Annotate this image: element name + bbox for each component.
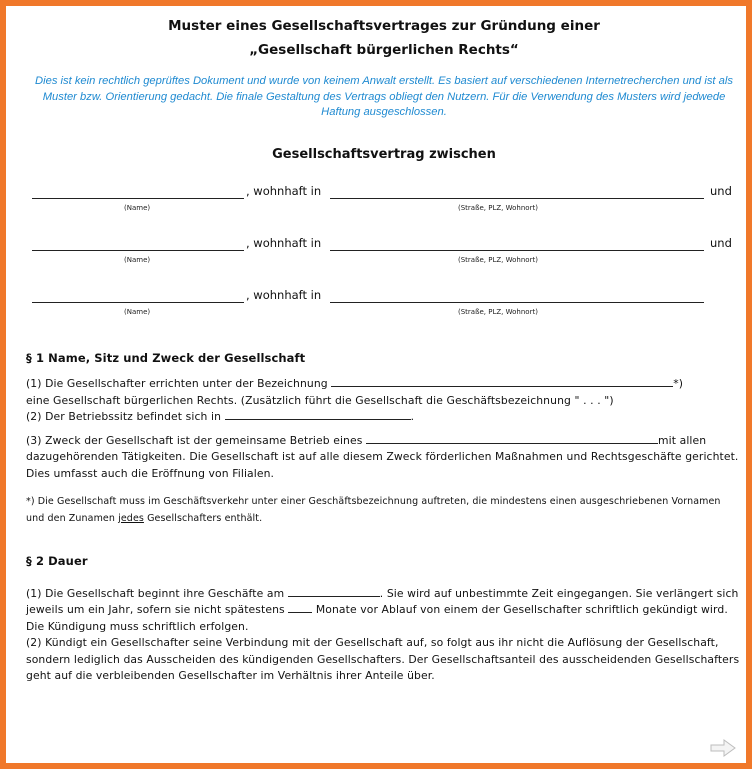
- s2-p1-text-c: Monate vor Ablauf von einem der Gesellschafter schriftlich gekündigt wird. Die Kündigung muss schriftlich erfolgen.: [26, 603, 728, 633]
- party-row-1: [26, 184, 742, 236]
- section-1: [26, 350, 742, 528]
- s1-p1-text-a: (1) Die Gesellschafter errichten unter der Bezeichnung: [26, 377, 328, 390]
- business-blank[interactable]: [366, 433, 658, 444]
- und-label: und: [710, 235, 732, 250]
- footnote-text-b: Gesellschafters enthält.: [147, 512, 263, 524]
- address-caption: (Straße, PLZ, Wohnort): [458, 203, 538, 212]
- document-page: [26, 12, 742, 752]
- s1-p3-text-b: mit: [658, 433, 677, 447]
- start-date-blank[interactable]: [288, 586, 380, 597]
- und-label: und: [710, 183, 732, 198]
- footnote-underlined: jedes: [118, 512, 144, 524]
- section-2-paragraph-2: (2) Kündigt ein Gesellschafter seine Verbindung mit der Gesellschaft auf, so folgt aus ihr nicht die Auflösung der Gesellschaft, sondern lediglich das Ausscheiden des kündigenden Gesellschafters. Der Gesellschaftsanteil des ausscheidenden Gesellschafters geht auf die verbleibenden Gesellschafter im Verhältnis ihrer Anteile über.: [26, 636, 740, 682]
- section-1-heading: § 1 Name, Sitz und Zweck der Gesellschaft: [26, 350, 306, 365]
- document-title-line-2: „Gesellschaft bürgerlichen Rechts“: [249, 42, 519, 58]
- section-1-paragraph-3: [26, 433, 742, 483]
- location-blank[interactable]: [225, 409, 411, 420]
- section-1-paragraph-1-cont: eine Gesellschaft bürgerlichen Rechts. (Zusätzlich führt die Gesellschaft die Geschäftsbezeichnung " . . . "): [26, 393, 614, 407]
- address-blank[interactable]: [330, 288, 704, 303]
- arrow-right-icon[interactable]: [710, 739, 736, 757]
- name-blank[interactable]: [32, 288, 244, 303]
- disclaimer-text: Dies ist kein rechtlich geprüftes Dokument und wurde von keinem Anwalt erstellt. Es basiert auf verschiedenen Internetrecherchen und ist als Muster bzw. Orientierung gedacht. Die finale Gestaltung des Vertrags obliegt den Nutzern. Für die Verwendung des Musters wird jedwede Haftung ausgeschlossen.: [35, 75, 733, 118]
- section-2: [26, 553, 742, 685]
- s2-p1-text-b: . Sie wird auf unbestimmte Zeit eingegangen. Sie verlängert sich jeweils um ein Jahr, sofern sie nicht spätestens: [26, 586, 739, 616]
- company-name-blank[interactable]: [331, 376, 673, 387]
- s1-p1-footnote-mark: *): [673, 377, 684, 390]
- address-blank[interactable]: [330, 184, 704, 199]
- s1-p3-text-c: allen dazugehörenden Tätigkeiten. Die Gesellschaft ist auf alle diesem Zweck förderlichen Maßnahmen und Rechtsgeschäfte gerichtet. Dies umfasst auch die Eröffnung von Filialen.: [26, 433, 739, 480]
- s1-p2-text: (2) Der Betriebssitz befindet sich in: [26, 410, 222, 423]
- s1-p2-period: .: [410, 410, 415, 423]
- section-1-paragraph-1: [26, 376, 742, 393]
- months-blank[interactable]: [288, 602, 312, 613]
- name-caption: (Name): [124, 255, 151, 264]
- party-row-2: [26, 236, 742, 288]
- wohnhaft-label: , wohnhaft in: [246, 287, 322, 302]
- name-blank[interactable]: [32, 184, 244, 199]
- section-1-footnote: [26, 494, 742, 527]
- name-caption: (Name): [124, 307, 151, 316]
- party-row-3: [26, 288, 742, 340]
- section-1-paragraph-2: [26, 409, 742, 426]
- name-caption: (Name): [124, 203, 151, 212]
- address-caption: (Straße, PLZ, Wohnort): [458, 307, 538, 316]
- s2-p1-text-a: (1) Die Gesellschaft beginnt ihre Geschäfte am: [26, 586, 285, 600]
- name-blank[interactable]: [32, 236, 244, 251]
- document-title-line-1: Muster eines Gesellschaftsvertrages zur Gründung einer: [168, 18, 600, 34]
- wohnhaft-label: , wohnhaft in: [246, 183, 322, 198]
- s1-p3-text-a: (3) Zweck der Gesellschaft ist der gemeinsame Betrieb eines: [26, 433, 363, 447]
- section-2-paragraph-1: [26, 586, 742, 636]
- address-caption: (Straße, PLZ, Wohnort): [458, 255, 538, 264]
- footnote-text-a: *) Die Gesellschaft muss im Geschäftsverkehr unter einer Geschäftsbezeichnung auftreten, die mindestens einen ausgeschriebenen Vornamen und den Zunamen: [26, 496, 721, 524]
- contract-heading: Gesellschaftsvertrag zwischen: [272, 146, 496, 162]
- section-2-heading: § 2 Dauer: [26, 554, 88, 568]
- wohnhaft-label: , wohnhaft in: [246, 235, 322, 250]
- address-blank[interactable]: [330, 236, 704, 251]
